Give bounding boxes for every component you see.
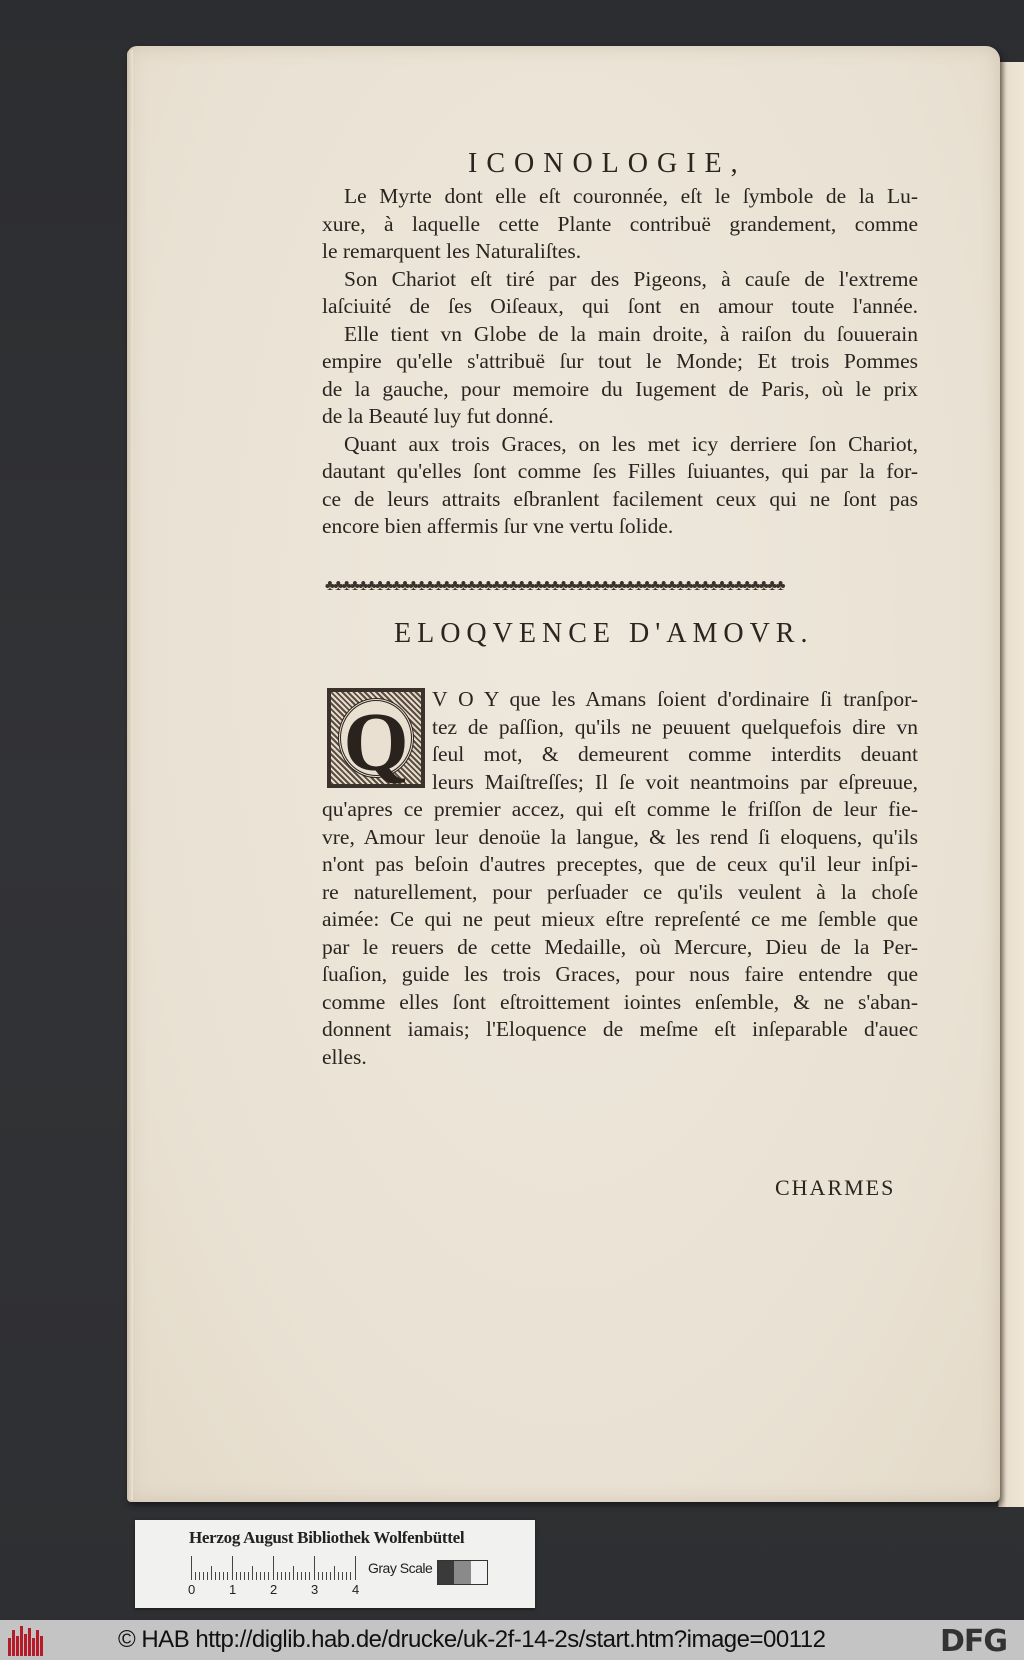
gray-swatch-light xyxy=(471,1561,487,1584)
gray-scale-swatches xyxy=(437,1560,488,1585)
decorated-initial-icon xyxy=(327,688,425,788)
text-line: Elle tient vn Globe de la main droite, à raiſon du ſouuerain xyxy=(344,321,918,346)
page-left-edge xyxy=(127,50,133,1500)
decorative-ornament-band: ♣♣♣♣♣♣♣♣♣♣♣♣♣♣♣♣♣♣♣♣♣♣♣♣♣♣♣♣♣♣♣♣♣♣♣♣♣♣♣♣♣♣♣♣♣♣♣♣♣♣♣♣♣♣♣ xyxy=(325,578,784,594)
dropcap-letter: Q xyxy=(338,698,414,778)
text-line: xure, à laquelle cette Plante contribuë grandement, comme xyxy=(322,211,918,236)
text-line: aimée: Ce qui ne peut mieux eſtre repreſenté ce me ſemble que xyxy=(322,907,918,931)
ruler-icon xyxy=(191,1556,355,1580)
text-line: tez de paſſion, qu'ils ne peuuent quelquefois dire vn xyxy=(432,714,918,739)
section2-text-beside-initial xyxy=(432,686,918,796)
ruler-label: 2 xyxy=(270,1582,278,1597)
text-line: empire qu'elle s'attribuë ſur tout le Monde; Et trois Pommes xyxy=(322,349,918,373)
text-line: ce de leurs attraits eſbranlent facilement ceux qui ne ſont pas xyxy=(322,486,918,511)
catchword: CHARMES xyxy=(775,1175,896,1200)
text-line: laſciuité de ſes Oiſeaux, qui ſont en amour toute l'année. xyxy=(322,294,918,318)
ruler-label: 4 xyxy=(352,1582,360,1597)
gray-scale-label: Gray Scale xyxy=(368,1560,433,1576)
dfg-logo-icon: DFG xyxy=(940,1624,1008,1659)
scale-card xyxy=(135,1520,535,1608)
library-name: Herzog August Bibliothek Wolfenbüttel xyxy=(189,1528,465,1547)
text-line: donnent iamais; l'Eloquence de meſme eſt inſeparable d'auec xyxy=(322,1017,918,1041)
hab-logo-icon xyxy=(6,1624,46,1656)
gray-swatch-mid xyxy=(454,1561,470,1584)
footer-bar xyxy=(0,1620,1024,1660)
text-line: encore bien affermis ſur vne vertu ſolide. xyxy=(322,514,674,538)
text-line: ſuaſion, guide les trois Graces, pour nous faire entendre que xyxy=(322,962,918,986)
text-line: V O Y que les Amans ſoient d'ordinaire ſi tranſpor- xyxy=(432,687,918,711)
section2-text xyxy=(322,796,918,1071)
text-line: elles. xyxy=(322,1044,367,1069)
text-line: leurs Maiſtreſſes; Il ſe voit neantmoins par eſpreuue, xyxy=(432,769,918,794)
text-line: Quant aux trois Graces, on les met icy derriere ſon Chariot, xyxy=(344,431,918,456)
text-line: ſeul mot, & demeurent comme interdits deuant xyxy=(432,742,918,766)
text-line: dautant qu'elles ſont comme ſes Filles ſuiuantes, qui par la for- xyxy=(322,459,918,483)
text-line: re naturellement, pour perſuader ce qu'ils veulent à la choſe xyxy=(322,879,918,904)
text-line: par le reuers de cette Medaille, où Mercure, Dieu de la Per- xyxy=(322,934,918,959)
ruler-label: 1 xyxy=(229,1582,237,1597)
ruler-labels xyxy=(185,1582,365,1598)
text-line: de la gauche, pour memoire du Iugement de Paris, où le prix xyxy=(322,376,918,401)
section-title: ELOQVENCE D'AMOVR. xyxy=(394,618,814,649)
text-line: comme elles ſont eſtroittement iointes enſemble, & ne s'aban- xyxy=(322,989,918,1014)
text-line: qu'apres ce premier accez, qui eſt comme le friſſon de leur fie- xyxy=(322,797,918,821)
gray-swatch-dark xyxy=(438,1561,454,1584)
section1-text xyxy=(322,183,918,541)
text-line: Le Myrte dont elle eſt couronnée, eſt le ſymbole de la Lu- xyxy=(344,184,918,208)
text-line: n'ont pas beſoin d'autres preceptes, que de ceux qu'il leur inſpi- xyxy=(322,852,918,876)
next-page-edge xyxy=(998,62,1024,1507)
running-head: ICONOLOGIE, xyxy=(468,148,747,179)
text-line: de la Beauté luy fut donné. xyxy=(322,404,554,428)
text-line: le remarquent les Naturaliſtes. xyxy=(322,239,582,263)
text-line: vre, Amour leur denoüe la langue, & les rend ſi eloquens, qu'ils xyxy=(322,824,918,849)
text-line: Son Chariot eſt tiré par des Pigeons, à cauſe de l'extreme xyxy=(344,266,918,291)
copyright-link[interactable]: © HAB http://diglib.hab.de/drucke/uk-2f-14-2s/start.htm?image=00112 xyxy=(118,1626,826,1653)
ruler-label: 3 xyxy=(311,1582,319,1597)
ruler-label: 0 xyxy=(188,1582,196,1597)
